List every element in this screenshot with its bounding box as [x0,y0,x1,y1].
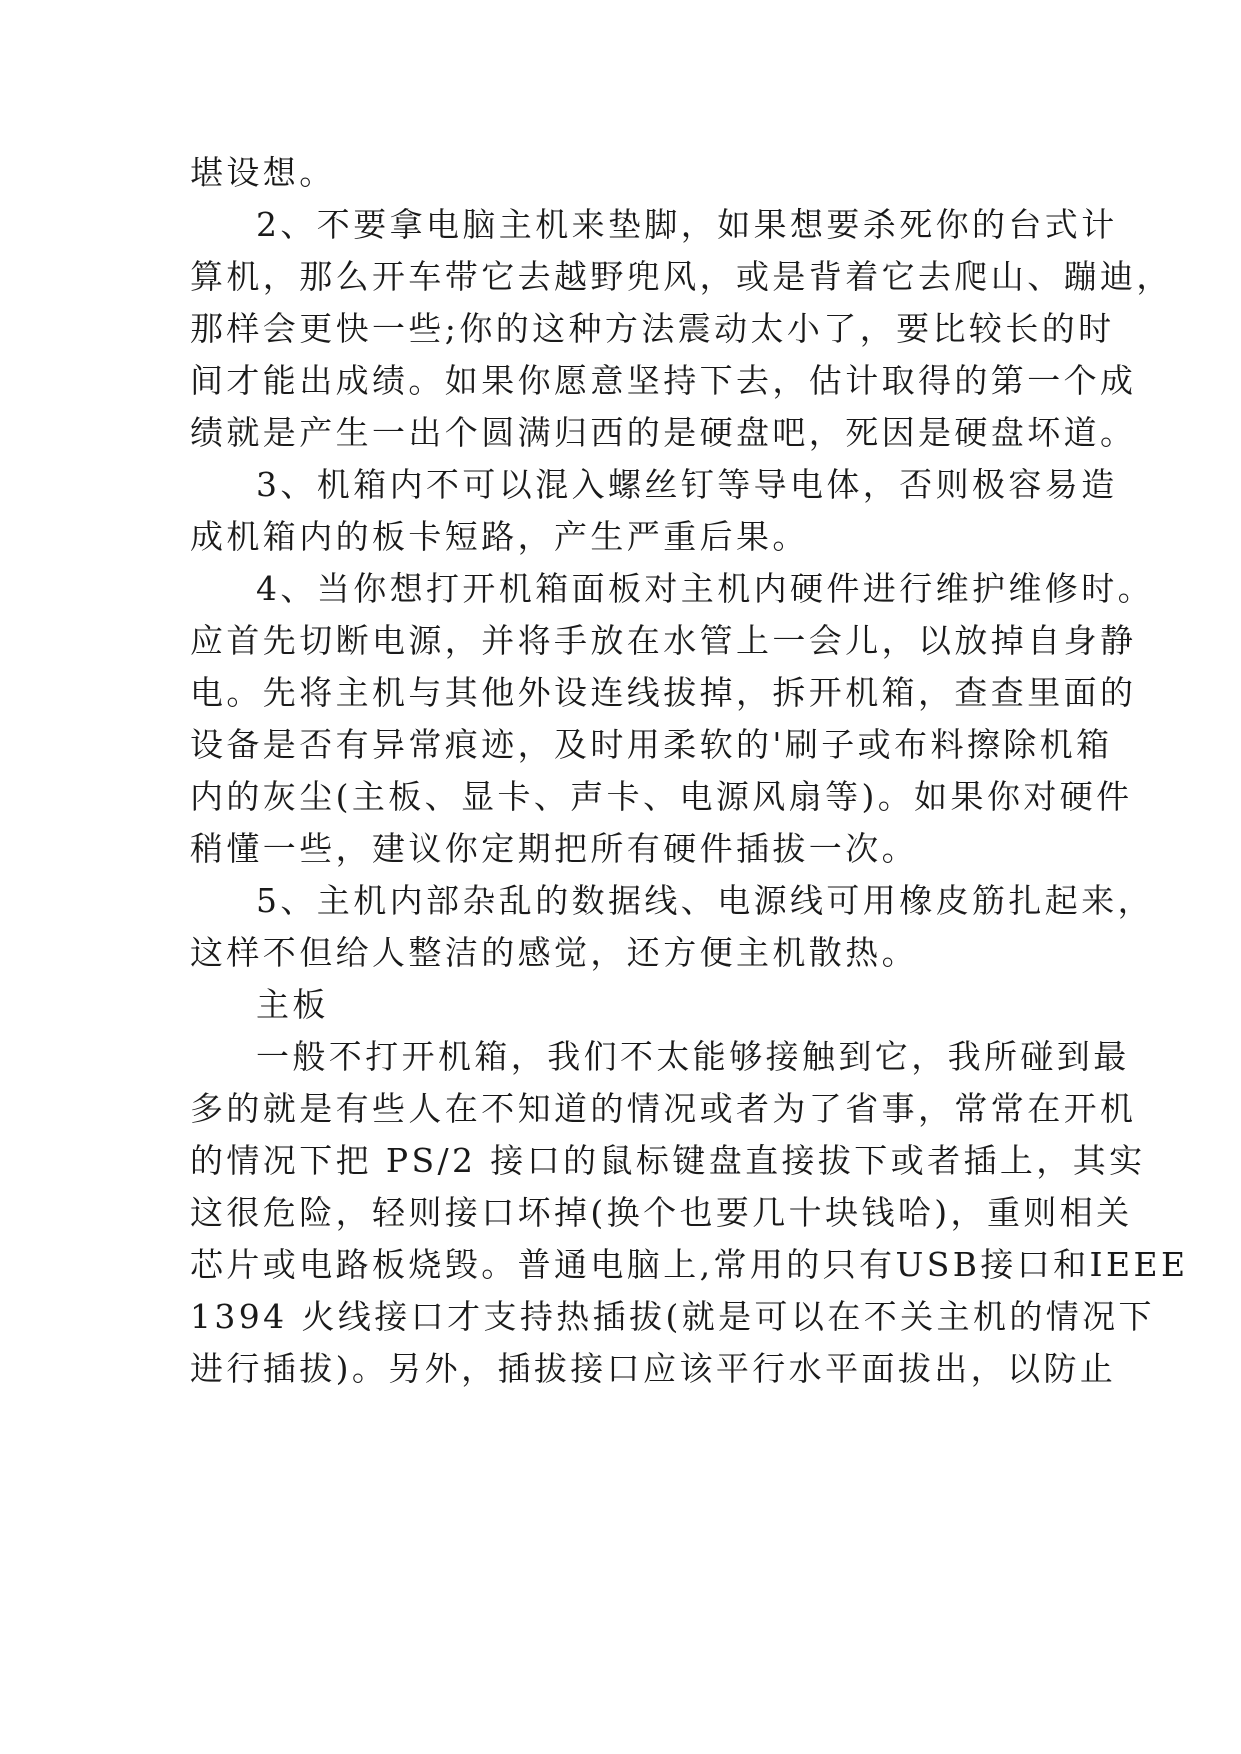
text-line: 间才能出成绩。如果你愿意坚持下去，估计取得的第一个成 [190,361,1137,400]
text-line: 一般不打开机箱，我们不太能够接触到它，我所碰到最 [256,1037,1130,1076]
text-line: 算机，那么开车带它去越野兜风，或是背着它去爬山、蹦迪， [190,257,1173,296]
text-line: 成机箱内的板卡短路，产生严重后果。 [190,517,809,556]
text-line: 5、主机内部杂乱的数据线、电源线可用橡皮筋扎起来， [256,881,1154,920]
text-line: 电。先将主机与其他外设连线拔掉，拆开机箱，查查里面的 [190,673,1137,712]
text-line: 这很危险，轻则接口坏掉(换个也要几十块钱哈)，重则相关 [190,1193,1133,1232]
text-line: 稍懂一些，建议你定期把所有硬件插拔一次。 [190,829,918,868]
text-line: 绩就是产生一出个圆满归西的是硬盘吧，死因是硬盘坏道。 [190,413,1137,452]
text-line: 4、当你想打开机箱面板对主机内硬件进行维护维修时。 [256,569,1154,608]
text-line: 芯片或电路板烧毁。普通电脑上,常用的只有USB接口和IEEE [190,1245,1189,1284]
text-line: 2、不要拿电脑主机来垫脚，如果想要杀死你的台式计 [256,205,1118,244]
text-line: 多的就是有些人在不知道的情况或者为了省事，常常在开机 [190,1089,1137,1128]
text-line: 3、机箱内不可以混入螺丝钉等导电体，否则极容易造 [256,465,1118,504]
text-line: 1394 火线接口才支持热插拔(就是可以在不关主机的情况下 [190,1297,1155,1336]
section-heading: 主板 [256,985,329,1024]
text-line: 应首先切断电源，并将手放在水管上一会儿，以放掉自身静 [190,621,1137,660]
text-line: 内的灰尘(主板、显卡、声卡、电源风扇等)。如果你对硬件 [190,777,1133,816]
text-line: 设备是否有异常痕迹，及时用柔软的'刷子或布料擦除机箱 [190,725,1113,764]
text-line: 堪设想。 [190,153,336,192]
text-line: 这样不但给人整洁的感觉，还方便主机散热。 [190,933,918,972]
text-line: 进行插拔)。另外，插拔接口应该平行水平面拔出，以防止 [190,1349,1117,1388]
text-line: 那样会更快一些;你的这种方法震动太小了，要比较长的时 [190,309,1115,348]
text-line: 的情况下把 PS/2 接口的鼠标键盘直接拔下或者插上，其实 [190,1141,1146,1180]
